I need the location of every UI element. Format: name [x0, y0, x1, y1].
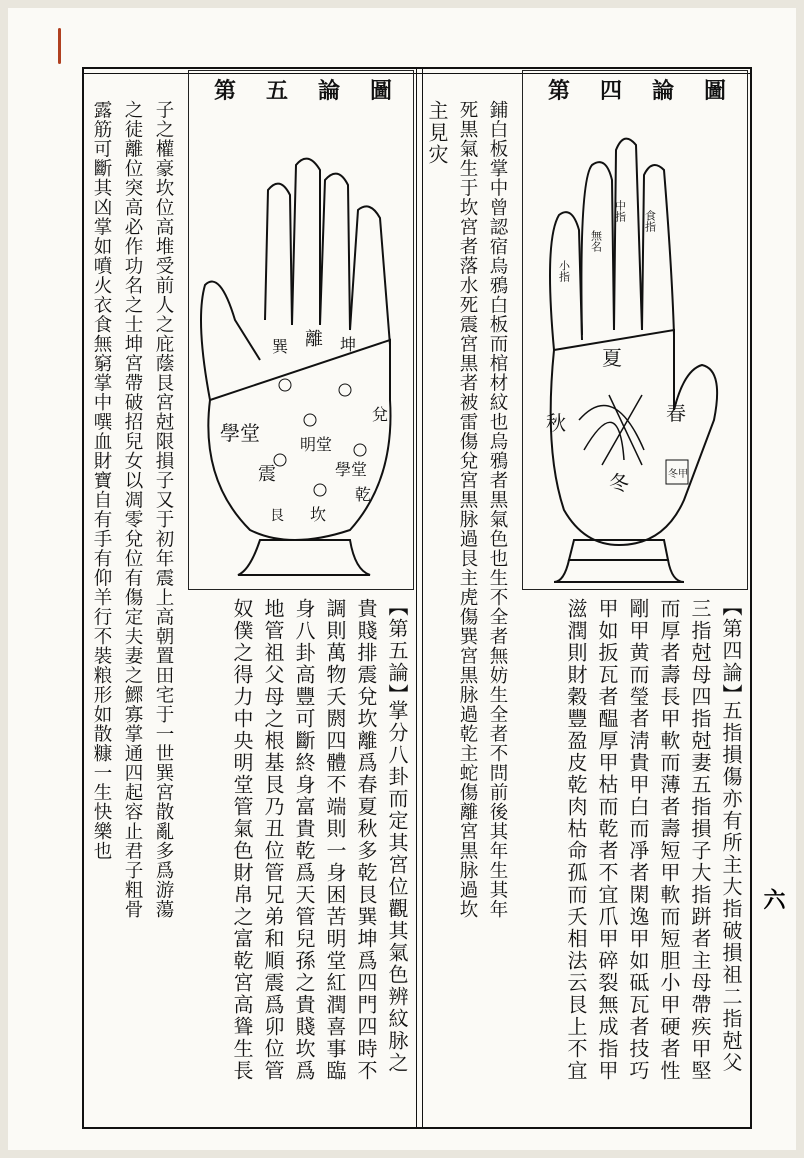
side-xuetang: 學堂	[220, 421, 260, 445]
gua-gen: 艮	[270, 508, 284, 524]
gua-qian: 乾	[355, 485, 372, 504]
finger-label-4: 食指	[643, 210, 657, 232]
figure5-hand	[190, 120, 410, 586]
gua-li: 離	[305, 329, 323, 350]
ch4-col-8: 主見灾	[425, 100, 449, 166]
gua-kan: 坎	[310, 505, 327, 524]
finger-label-2: 無名	[589, 230, 603, 252]
gua-xun: 巽	[272, 337, 289, 356]
gua-kun: 坤	[340, 335, 357, 354]
ch4-col-5: 滋潤則財穀豐盈皮乾肉枯命孤而夭相法云艮上不宜	[564, 598, 588, 1082]
palm-label-left: 秋	[546, 411, 566, 435]
figure4-hand	[524, 120, 744, 586]
center-divider	[416, 67, 417, 1127]
ch4-col-1: 三指尅母四指尅妻五指損子大指跰者主母帶疾甲堅	[688, 598, 712, 1082]
ch4-col-6: 鋪白板掌中曾認宿烏鴉白板而棺材紋也烏鴉者黒氣色也生不全者無妨生全者不問前後其年生其年	[487, 100, 508, 919]
margin-mark	[58, 28, 61, 64]
ch5-heading: 【第五論】	[385, 596, 409, 706]
ch4-col-4: 甲如扳瓦者醖厚甲枯而乾者不宜爪甲碎裂無成指甲	[595, 598, 619, 1082]
xuetang-label: 學堂	[335, 460, 368, 479]
ch5-col-0: 掌分八卦而定其宮位觀其氣色辨紋脉之	[385, 700, 409, 1074]
palm-label-right: 春	[666, 401, 686, 425]
gua-dui: 兌	[372, 405, 389, 424]
figure4-title: 第四論圖	[548, 78, 757, 104]
mingtang-label: 明堂	[300, 435, 333, 454]
finger-label-1: 中指	[613, 200, 627, 222]
palm-label-center: 夏	[602, 346, 622, 370]
ch5-col-7: 之徒離位突高必作功名之士坤宮帶破招兒女以凋零兌位有傷定夫妻之鰥寡掌通四起容止君子粗骨	[122, 100, 143, 919]
ch4-col-7: 死黒氣生于坎宮者落水死震宮黒者被雷傷兌宮黒脉過艮主虎傷巽宮黒脉過乾主蛇傷離宮黒脉過坎	[457, 100, 478, 919]
finger-label-3: 小指	[557, 260, 571, 282]
ch4-col-0: 五指損傷亦有所主大指破損祖二指尅父	[719, 700, 743, 1074]
ch4-heading: 【第四論】	[719, 596, 743, 706]
palm-seal: 冬甲	[668, 469, 688, 480]
ch4-col-3: 剛甲黄而瑩者淸貴甲白而凈者閑逸甲如砥瓦者技巧	[626, 598, 650, 1082]
figure5-title: 第五論圖	[214, 78, 423, 104]
center-divider-2	[422, 67, 423, 1127]
ch5-col-6: 子之權豪坎位高堆受前人之庇蔭艮宮尅限損子又于初年震上高朝置田宅于一世巽宮散亂多爲游蕩	[153, 100, 174, 919]
ch5-col-1: 貴賤排震兌坎離爲春夏秋多乾艮巽坤爲四門四時不	[354, 598, 378, 1082]
palm-label-bottom: 冬	[609, 471, 629, 495]
ch5-col-3: 身八卦高豐可斷終身富貴乾爲天管兒孫之貴賤坎爲	[292, 598, 316, 1082]
gua-zhen: 震	[258, 464, 276, 485]
ch4-col-2: 而厚者壽長甲軟而薄者壽短甲軟而短胆小甲硬者性	[657, 598, 681, 1082]
page-number: 六	[760, 888, 786, 910]
ch5-col-2: 調則萬物夭閼四體不端則一身困苦明堂紅潤喜事臨	[323, 598, 347, 1082]
ch5-col-5: 奴僕之得力中央明堂管氣色財帛之富乾宮高聳生長	[230, 598, 254, 1082]
ch5-col-8: 露筋可斷其凶掌如噴火衣食無窮掌中噀血財寶自有手有仰羊行不裝粮形如散糠一生快樂也	[91, 100, 112, 861]
ch5-col-4: 地管祖父母之根基艮乃丑位管兄弟和順震爲卯位管	[261, 598, 285, 1082]
